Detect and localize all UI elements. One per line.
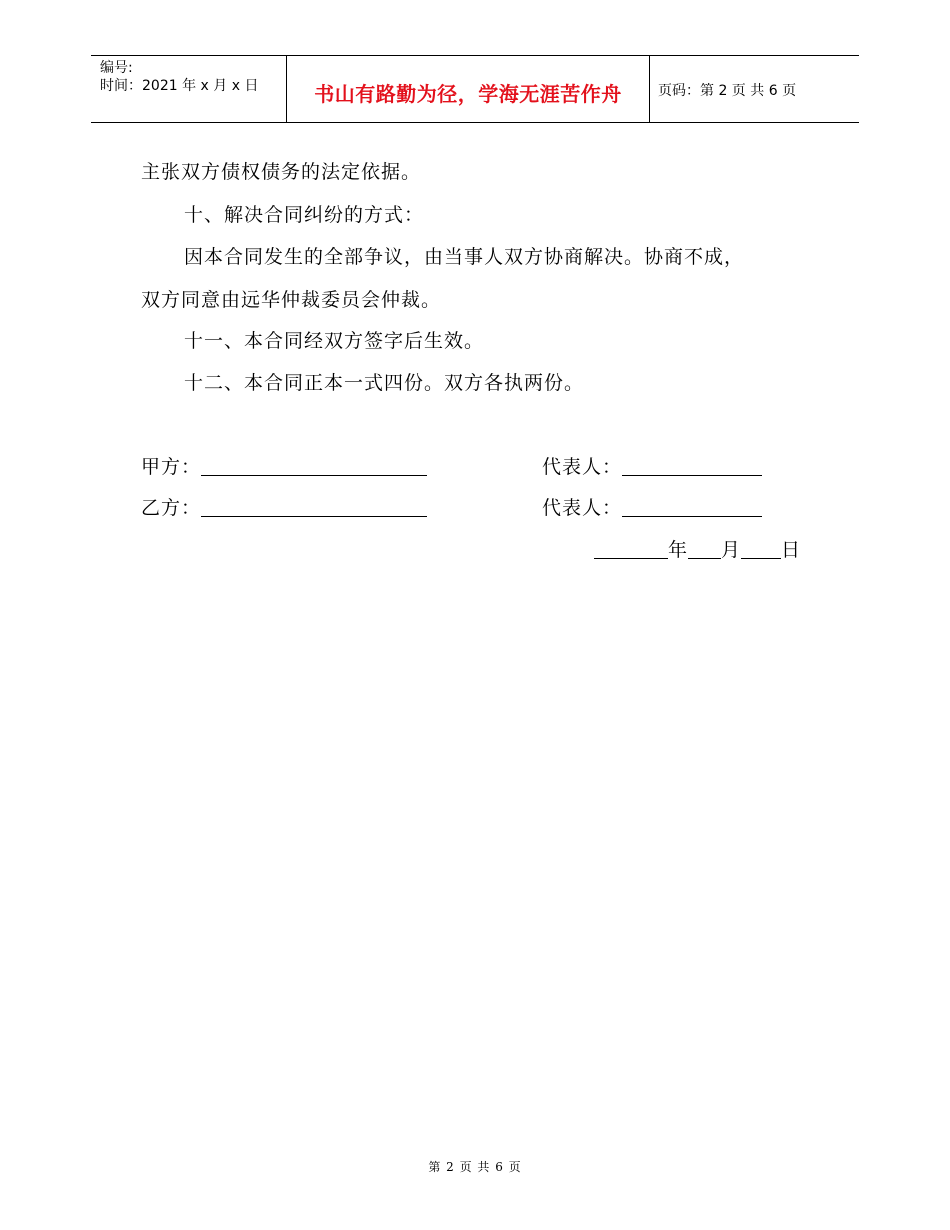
month-blank xyxy=(688,557,721,559)
number-label: 编号: xyxy=(100,60,133,76)
party-b-label: 乙方： xyxy=(141,497,202,519)
year-label: 年 xyxy=(668,539,689,561)
rep-a-row xyxy=(542,452,762,479)
header-meta xyxy=(100,59,258,95)
clause-10-text-2: 双方同意由远华仲裁委员会仲裁。 xyxy=(141,289,442,311)
header-motto: 书山有路勤为径，学海无涯苦作舟 xyxy=(314,82,622,106)
month-label: 月 xyxy=(721,539,742,561)
paragraph-line: 主张双方债权债务的法定依据。 xyxy=(141,161,422,183)
header-divider-right xyxy=(649,56,650,122)
rep-b-row xyxy=(542,493,762,520)
rep-a-label: 代表人： xyxy=(542,456,623,478)
party-b-signature-line xyxy=(201,515,427,517)
page-footer: 第 2 页 共 6 页 xyxy=(428,1160,522,1174)
time-label: 时间：2021 年 x 月 x 日 xyxy=(100,78,259,94)
date-row xyxy=(594,535,801,562)
clause-11: 十一、本合同经双方签字后生效。 xyxy=(184,330,485,352)
party-a-row xyxy=(141,452,427,479)
party-a-signature-line xyxy=(201,474,427,476)
clause-10-title: 十、解决合同纠纷的方式： xyxy=(184,204,425,226)
header-page-info: 页码：第 2 页 共 6 页 xyxy=(658,83,797,99)
rep-b-signature-line xyxy=(622,515,762,517)
day-label: 日 xyxy=(781,539,802,561)
party-b-row xyxy=(141,493,427,520)
page-header xyxy=(91,55,859,123)
day-blank xyxy=(741,557,781,559)
rep-b-label: 代表人： xyxy=(542,497,623,519)
clause-12: 十二、本合同正本一式四份。双方各执两份。 xyxy=(184,372,585,394)
party-a-label: 甲方： xyxy=(141,456,202,478)
clause-10-text-1: 因本合同发生的全部争议，由当事人双方协商解决。协商不成， xyxy=(184,246,745,268)
rep-a-signature-line xyxy=(622,474,762,476)
year-blank xyxy=(594,557,668,559)
